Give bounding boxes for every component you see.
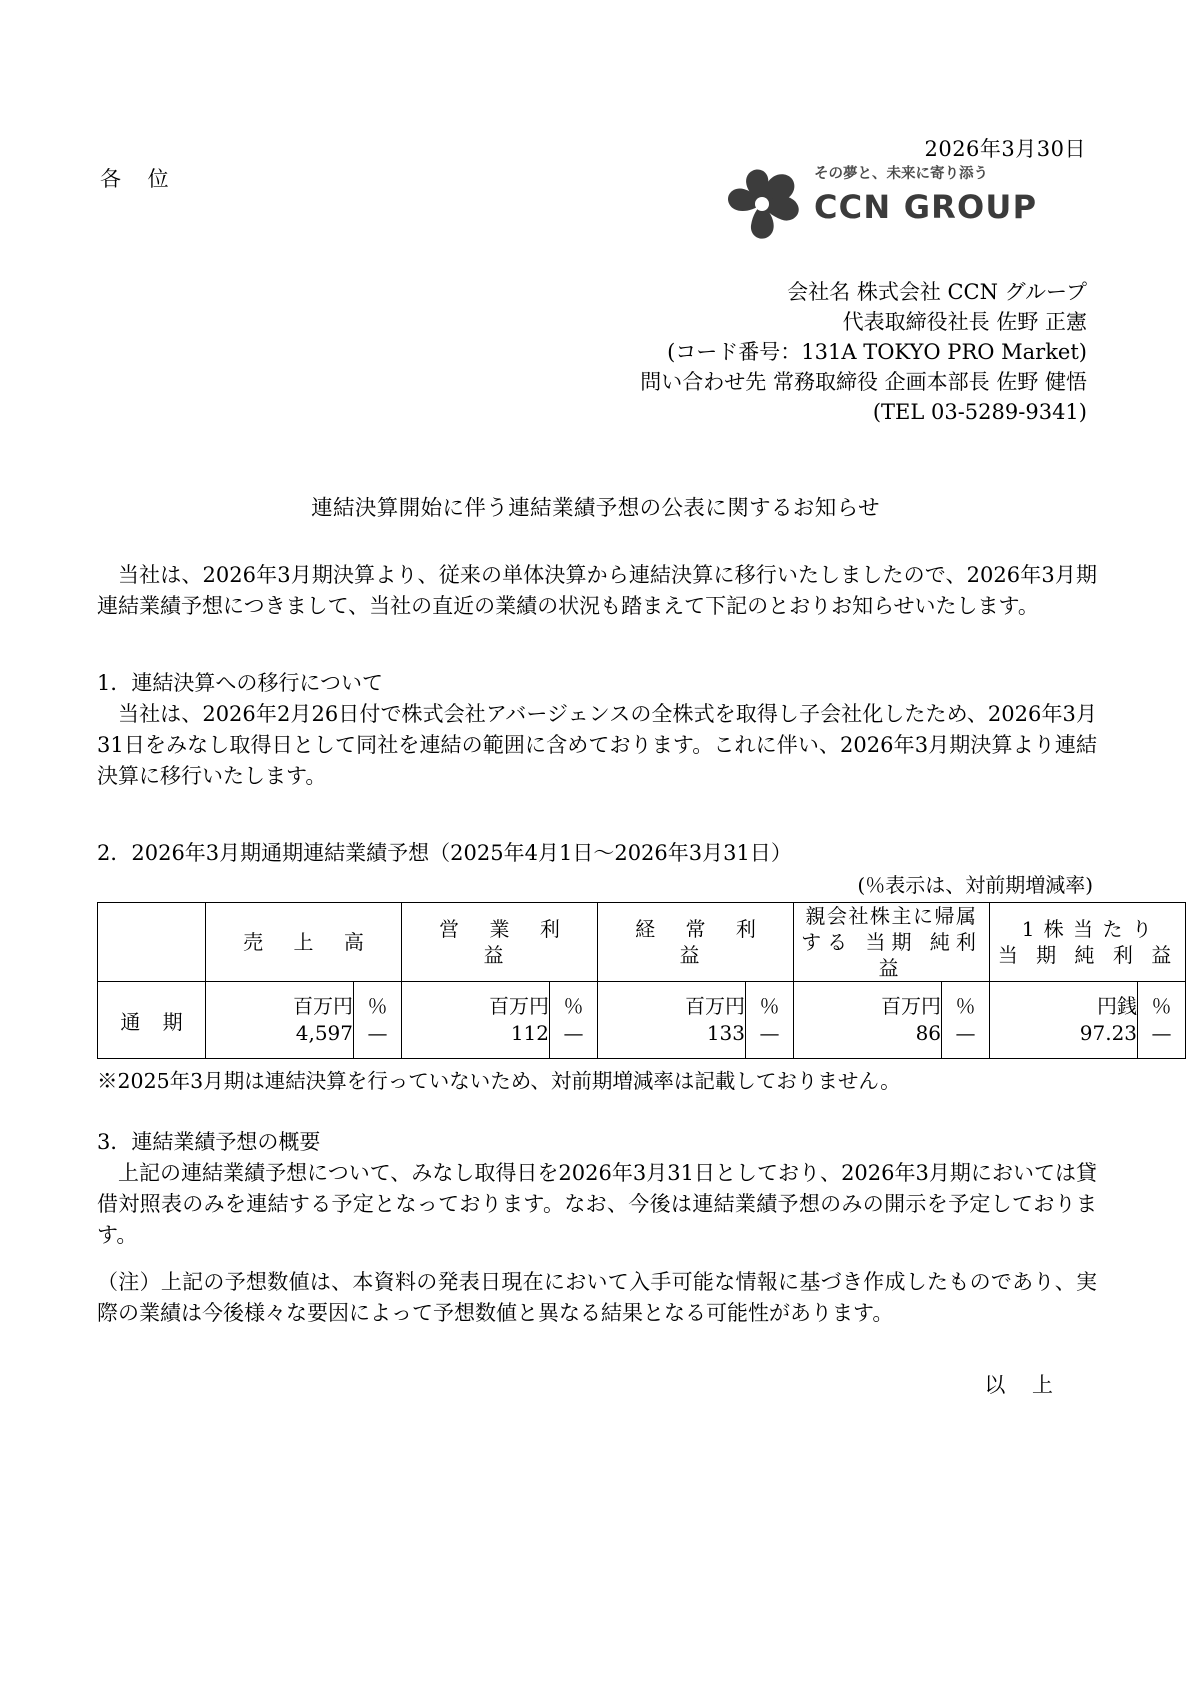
document-date: 2026年3月30日	[924, 137, 1086, 161]
cell-net-income-unit: 百万円	[881, 994, 942, 1018]
document-title: 連結決算開始に伴う連結業績予想の公表に関するお知らせ	[311, 496, 880, 521]
header-blank-corner	[98, 903, 206, 982]
cell-ordinary-income-value	[598, 982, 746, 1059]
financial-forecast-table	[97, 902, 1186, 1059]
cell-ordinary-income-percent	[746, 982, 794, 1059]
header-ordinary-income: 経 常 利 益	[598, 903, 794, 982]
cell-ordinary-income-percent-number: —	[759, 1021, 780, 1045]
table-percent-note: (％表示は、対前期増減率)	[857, 873, 1093, 897]
header-net-income-line2: する 当期 純利益	[801, 930, 982, 980]
cell-sales-percent-unit: ％	[367, 994, 388, 1018]
company-contact-block	[640, 277, 1087, 427]
contact-telephone: (TEL 03-5289-9341)	[872, 400, 1087, 424]
section-3-note: （注）上記の予想数値は、本資料の発表日現在において入手可能な情報に基づき作成したものであり、実際の業績は今後様々な要因によって予想数値と異なる結果となる可能性があります。	[97, 1270, 1097, 1325]
cell-operating-income-percent	[550, 982, 598, 1059]
cell-sales-value	[206, 982, 354, 1059]
closing-mark: 以 上	[984, 1373, 1063, 1397]
cell-eps-number: 97.23	[1079, 1021, 1138, 1045]
cell-operating-income-unit: 百万円	[489, 994, 549, 1018]
table-footnote: ※2025年3月期は連結決算を行っていないため、対前期増減率は記載しておりません。	[97, 1069, 901, 1093]
cell-eps-percent	[1138, 982, 1186, 1059]
company-logo	[722, 163, 1038, 245]
cell-eps-percent-unit: ％	[1151, 994, 1172, 1018]
cell-eps-unit: 円銭	[1097, 994, 1138, 1018]
row-label-full-year: 通 期	[98, 982, 206, 1059]
section-2-heading: 2．2026年3月期通期連結業績予想（2025年4月1日〜2026年3月31日）	[97, 841, 792, 865]
section-1-body: 当社は、2026年2月26日付で株式会社アバージェンスの全株式を取得し子会社化したため、2026年3月31日をみなし取得日として同社を連結の範囲に含めております。これに伴い、2026年3月期決算より連結決算に移行いたします。	[97, 702, 1097, 788]
cell-sales-percent-number: —	[367, 1021, 388, 1045]
table-header-row	[98, 903, 1186, 982]
header-net-income	[794, 903, 990, 982]
document-body	[97, 560, 1178, 1420]
contact-code-number: (コード番号：131A TOKYO PRO Market)	[667, 340, 1087, 364]
contact-inquiry-person: 問い合わせ先 常務取締役 企画本部長 佐野 健悟	[640, 370, 1087, 394]
cell-operating-income-percent-unit: ％	[563, 994, 584, 1018]
cell-eps-percent-number: —	[1151, 1021, 1172, 1045]
cell-operating-income-percent-number: —	[563, 1021, 584, 1045]
header-sales: 売 上 高	[206, 903, 402, 982]
cell-operating-income-value	[402, 982, 550, 1059]
section-1-heading: 1．連結決算への移行について	[97, 671, 383, 695]
cell-net-income-percent	[942, 982, 990, 1059]
cell-eps-value	[990, 982, 1138, 1059]
cell-ordinary-income-unit: 百万円	[685, 994, 746, 1018]
addressee-label: 各 位	[100, 167, 179, 191]
contact-representative: 代表取締役社長 佐野 正憲	[842, 310, 1087, 334]
header-operating-income: 営 業 利 益	[402, 903, 598, 982]
logo-tagline: その夢と、未来に寄り添う	[814, 166, 988, 182]
logo-wordmark	[814, 166, 1038, 226]
cell-operating-income-number: 112	[510, 1021, 549, 1045]
table-row	[98, 982, 1186, 1059]
cell-net-income-number: 86	[915, 1021, 942, 1045]
cell-sales-unit: 百万円	[293, 994, 353, 1018]
cell-sales-number: 4,597	[295, 1021, 353, 1045]
cell-sales-percent	[354, 982, 402, 1059]
cell-net-income-percent-number: —	[955, 1021, 976, 1045]
section-3-heading: 3．連結業績予想の概要	[97, 1130, 321, 1154]
header-eps-line1: 1 株 当 た り	[1021, 917, 1154, 941]
section-3-body: 上記の連結業績予想について、みなし取得日を2026年3月31日としており、2026年3月期においては貸借対照表のみを連結する予定となっております。なお、今後は連結業績予想のみの開示を予定しております。	[97, 1161, 1097, 1247]
ccn-pinwheel-logo-icon	[722, 165, 802, 243]
cell-ordinary-income-percent-unit: ％	[759, 994, 780, 1018]
cell-net-income-percent-unit: ％	[955, 994, 976, 1018]
contact-company-name: 会社名 株式会社 CCN グループ	[787, 280, 1087, 304]
header-eps-line2: 当 期 純 利 益	[997, 943, 1178, 967]
intro-paragraph: 当社は、2026年3月期決算より、従来の単体決算から連結決算に移行いたしましたので、2026年3月期連結業績予想につきまして、当社の直近の業績の状況も踏まえて下記のとおりお知らせいたします。	[97, 563, 1097, 618]
header-net-income-line1: 親会社株主に帰属	[805, 904, 978, 928]
cell-net-income-value	[794, 982, 942, 1059]
cell-ordinary-income-number: 133	[706, 1021, 746, 1045]
header-eps	[990, 903, 1186, 982]
logo-company-name: CCN GROUP	[814, 187, 1038, 226]
